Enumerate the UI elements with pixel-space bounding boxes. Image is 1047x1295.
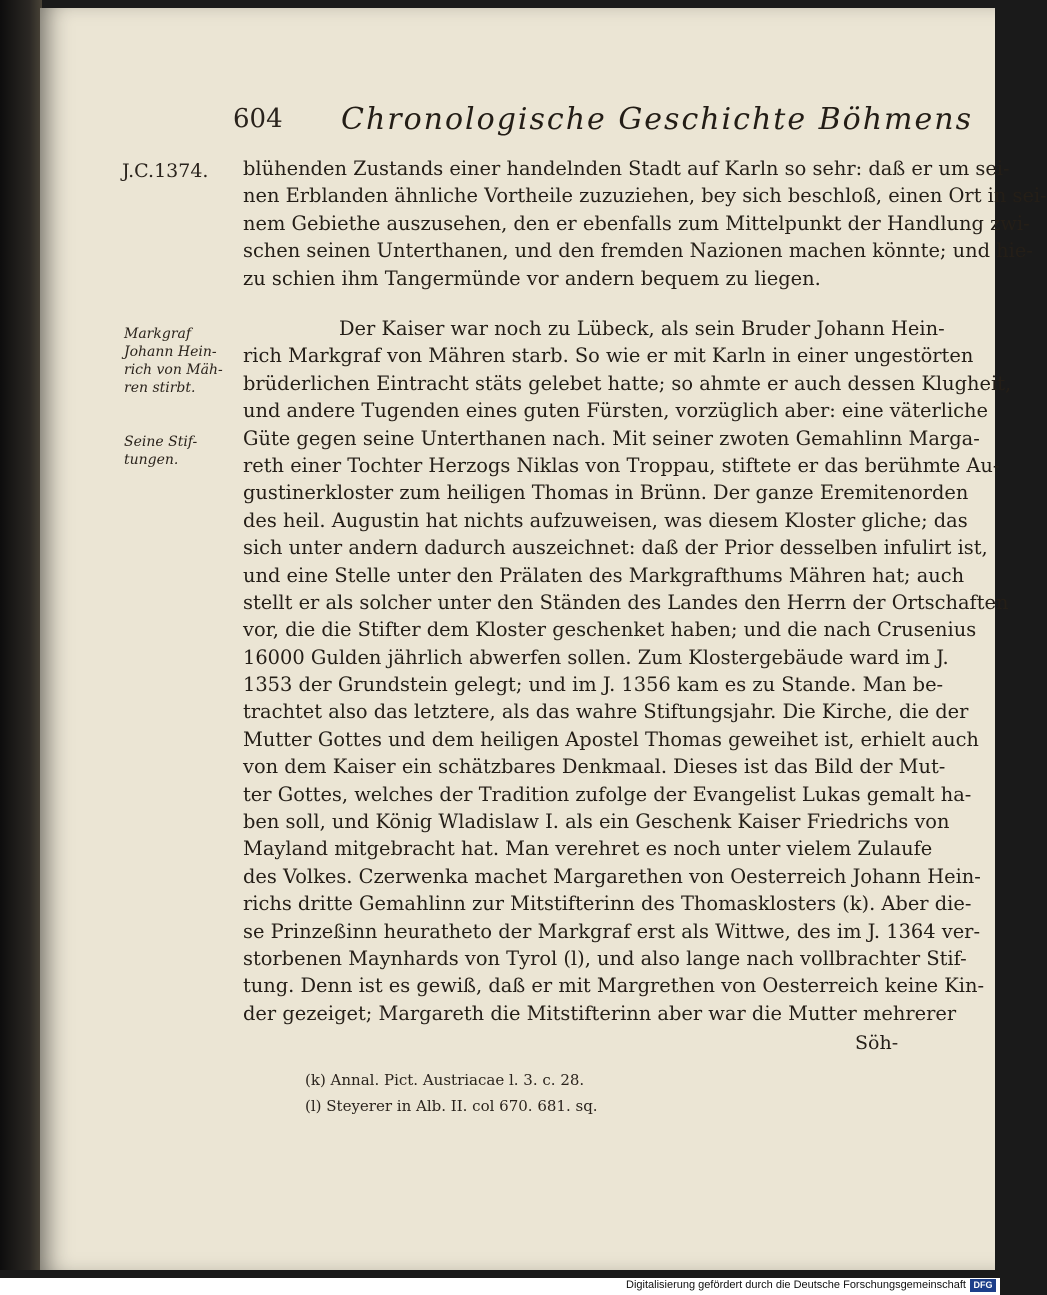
text-line: nen Erblanden ähnliche Vortheile zuzuziehen, bey sich beschloß, einen Ort in sei- [243,184,1047,208]
text-line: Mutter Gottes und dem heiligen Apostel Thomas geweihet ist, erhielt auch [243,727,979,751]
margin-note-foundations: Seine Stif- tungen. [124,434,198,468]
book-spine-shadow [0,0,42,1270]
text-line: schen seinen Unterthanen, und den fremden Nazionen machen könnte; und hie- [243,239,1033,263]
text-line: zu schien ihm Tangermünde vor andern bequem zu liegen. [243,266,821,290]
running-title: Chronologische Geschichte Böhmens [341,102,973,137]
footnote-l: (l) Steyerer in Alb. II. col 670. 681. sq. [305,1097,598,1115]
text-line: Der Kaiser war noch zu Lübeck, als sein Bruder Johann Hein- [339,317,945,340]
text-line: des Volkes. Czerwenka machet Margarethen von Oesterreich Johann Hein- [243,864,981,888]
text-line: gustinerkloster zum heiligen Thomas in Brünn. Der ganze Eremitenorden [243,481,969,505]
footnote-k: (k) Annal. Pict. Austriacae l. 3. c. 28. [305,1071,585,1089]
text-line: und eine Stelle unter den Prälaten des Markgrafthums Mähren hat; auch [243,563,965,587]
paragraph-1 [243,155,1047,292]
text-line: nem Gebiethe auszusehen, den er ebenfalls zum Mittelpunkt der Handlung zwi- [243,211,1030,235]
text-line: rich Markgraf von Mähren starb. So wie er mit Karln in einer ungestörten [243,344,974,368]
year-marginal-note: J.C.1374. [122,160,209,182]
funding-credit: Digitalisierung gefördert durch die Deutsche Forschungsgemeinschaft [626,1279,966,1291]
dfg-logo[interactable]: DFG [970,1279,996,1292]
text-line: tung. Denn ist es gewiß, daß er mit Margrethen von Oesterreich keine Kin- [243,974,985,998]
text-line: 1353 der Grundstein gelegt; und im J. 1356 kam es zu Stande. Man be- [243,673,944,697]
text-line: vor, die die Stifter dem Kloster geschenket haben; und die nach Crusenius [243,618,977,642]
text-line: Güte gegen seine Unterthanen nach. Mit seiner zwoten Gemahlinn Marga- [243,426,980,450]
text-line: se Prinzeßinn heuratheto der Markgraf erst als Wittwe, des im J. 1364 ver- [243,919,981,943]
text-line: 16000 Gulden jährlich abwerfen sollen. Zum Klostergebäude ward im J. [243,645,949,669]
page-number: 604 [233,104,283,134]
margin-note-markgraf-death: Markgraf Johann Hein- rich von Mäh- ren stirbt. [124,326,223,396]
text-line: brüderlichen Eintracht stäts gelebet hatte; so ahmte er auch dessen Klugheit, [243,371,1012,395]
text-line: storbenen Maynhards von Tyrol (l), und also lange nach vollbrachter Stif- [243,946,967,970]
catchword: Söh- [855,1032,899,1054]
text-line: ben soll, und König Wladislaw I. als ein Geschenk Kaiser Friedrichs von [243,810,950,834]
page-header [233,102,973,144]
paragraph-2 [243,315,1012,1027]
text-line: trachtet also das letztere, als das wahre Stiftungsjahr. Die Kirche, die der [243,700,969,724]
text-line: ter Gottes, welches der Tradition zufolge der Evangelist Lukas gemalt ha- [243,782,972,806]
text-line: des heil. Augustin hat nichts aufzuweisen, was diesem Kloster gliche; das [243,508,968,532]
text-line: stellt er als solcher unter den Ständen des Landes den Herrn der Ortschaften [243,590,1009,614]
text-line: von dem Kaiser ein schätzbares Denkmaal. Dieses ist das Bild der Mut- [243,755,946,779]
text-line: richs dritte Gemahlinn zur Mitstifterinn des Thomasklosters (k). Aber die- [243,892,972,916]
digitization-footer [0,1278,1000,1295]
text-line: sich unter andern dadurch auszeichnet: daß der Prior desselben infulirt ist, [243,536,988,560]
text-line: und andere Tugenden eines guten Fürsten, vorzüglich aber: eine väterliche [243,399,988,423]
text-line: blühenden Zustands einer handelnden Stadt auf Karln so sehr: daß er um sei- [243,157,1010,180]
text-line: reth einer Tochter Herzogs Niklas von Troppau, stiftete er das berühmte Au- [243,453,1000,477]
text-line: der gezeiget; Margareth die Mitstifterinn aber war die Mutter mehrerer [243,1001,957,1025]
text-line: Mayland mitgebracht hat. Man verehret es noch unter vielem Zulaufe [243,837,933,861]
